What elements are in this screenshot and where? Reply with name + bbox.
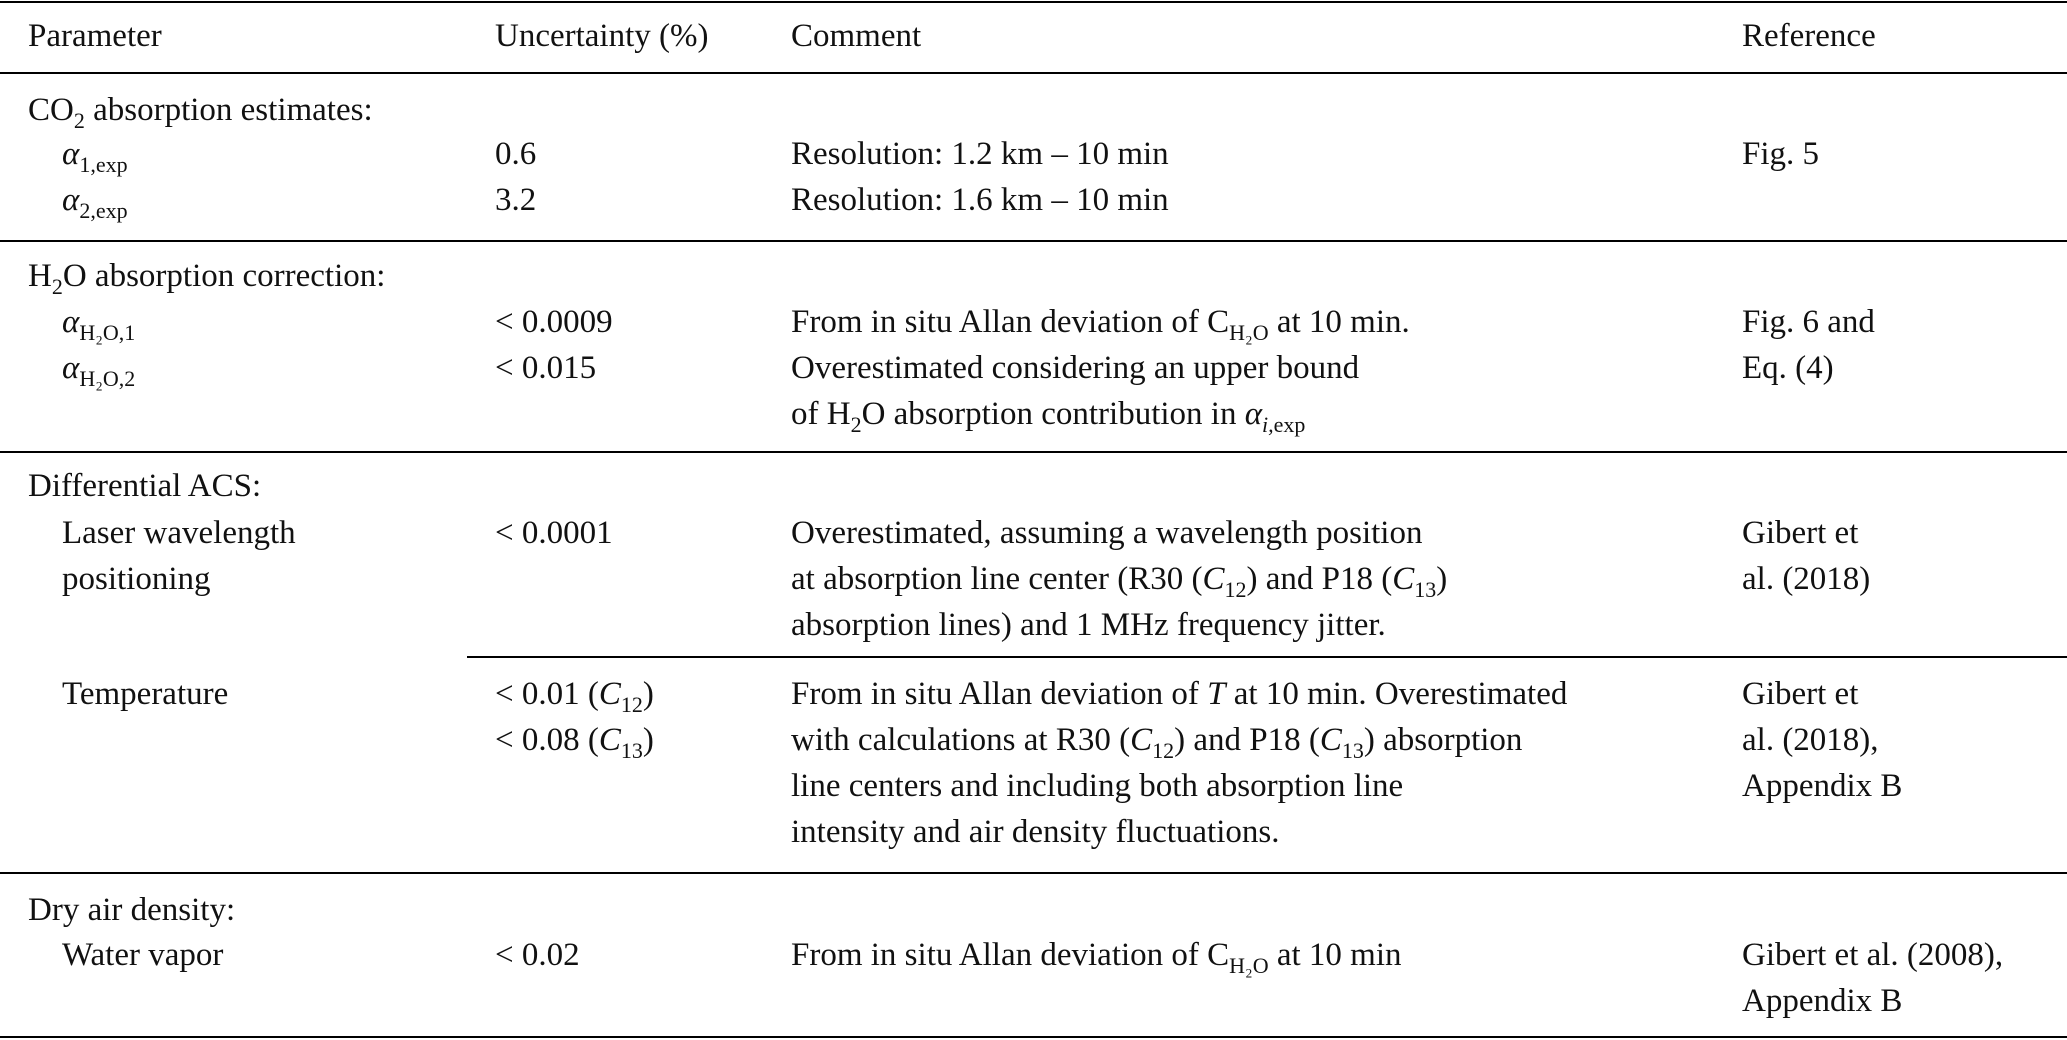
comment-text: line centers and including both absorption line — [791, 768, 1404, 804]
section-rule-h2o — [0, 451, 2067, 453]
reference-text: Appendix B — [1742, 768, 1903, 804]
reference-text: Fig. 5 — [1742, 136, 1820, 172]
reference-text: Gibert et al. (2008), — [1742, 937, 2004, 973]
top-rule — [0, 1, 2067, 3]
comment-text: Overestimated considering an upper bound — [791, 350, 1360, 386]
header-uncertainty: Uncertainty (%) — [495, 18, 709, 54]
subrow-rule-acs — [467, 656, 2067, 658]
reference-text: Appendix B — [1742, 983, 1903, 1019]
reference-text: Gibert et — [1742, 515, 1859, 551]
header-comment: Comment — [791, 18, 922, 54]
uncertainty-value: 0.6 — [495, 136, 537, 172]
header-rule — [0, 72, 2067, 74]
reference-text: Gibert et — [1742, 676, 1859, 712]
header-reference: Reference — [1742, 18, 1876, 54]
reference-text: al. (2018) — [1742, 561, 1871, 597]
param-positioning: positioning — [62, 561, 211, 597]
uncertainty-value: < 0.0001 — [495, 515, 613, 551]
comment-text: at absorption line center (R30 $(C_{12})$ and P18 $(C_{13})$ — [791, 561, 1448, 602]
bottom-rule — [0, 1036, 2067, 1038]
comment-text: From in situ Allan deviation of $C_{H_2O}$ at 10 min — [791, 937, 1402, 978]
comment-text: Resolution: 1.2 km – 10 min — [791, 136, 1169, 172]
param-alpha-2-exp: $\alpha_{2,exp}$ — [62, 182, 128, 223]
uncertainty-value: < 0.015 — [495, 350, 597, 386]
section-heading-dry-air: Dry air density: — [28, 892, 236, 928]
uncertainty-value: < 0.08 $(C_{13})$ — [495, 722, 654, 763]
uncertainty-value: < 0.01 $(C_{12})$ — [495, 676, 654, 717]
section-rule-acs — [0, 872, 2067, 874]
param-water-vapor: Water vapor — [62, 937, 224, 973]
param-laser-wavelength: Laser wavelength — [62, 515, 296, 551]
uncertainty-value: 3.2 — [495, 182, 537, 218]
comment-text: with calculations at R30 $(C_{12})$ and P18 $(C_{13})$ absorption — [791, 722, 1523, 763]
uncertainty-value: < 0.02 — [495, 937, 580, 973]
reference-text: al. (2018), — [1742, 722, 1879, 758]
param-alpha-1-exp: $\alpha_{1,exp}$ — [62, 136, 128, 177]
section-rule-co2 — [0, 240, 2067, 242]
uncertainty-value: < 0.0009 — [495, 304, 613, 340]
comment-text: intensity and air density fluctuations. — [791, 814, 1280, 850]
comment-text: absorption lines) and 1 MHz frequency jitter. — [791, 607, 1386, 643]
param-temperature: Temperature — [62, 676, 229, 712]
section-heading-co2: $CO_2$ absorption estimates: — [28, 92, 373, 133]
header-parameter: Parameter — [28, 18, 162, 54]
comment-text: Overestimated, assuming a wavelength position — [791, 515, 1423, 551]
param-alpha-h2o-1: $\alpha_{H_2O,1}$ — [62, 304, 136, 345]
reference-text: Fig. 6 and — [1742, 304, 1875, 340]
comment-text: of $H_2O$ absorption contribution in $\alpha_{i,exp}$ — [791, 396, 1306, 437]
reference-text: Eq. (4) — [1742, 350, 1834, 386]
param-alpha-h2o-2: $\alpha_{H_2O,2}$ — [62, 350, 136, 391]
comment-text: From in situ Allan deviation of $C_{H_2O}$ at 10 min. — [791, 304, 1410, 345]
comment-text: Resolution: 1.6 km – 10 min — [791, 182, 1169, 218]
section-heading-acs: Differential ACS: — [28, 468, 262, 504]
comment-text: From in situ Allan deviation of T at 10 min. Overestimated — [791, 676, 1568, 712]
section-heading-h2o: $H_2O$ absorption correction: — [28, 258, 386, 299]
